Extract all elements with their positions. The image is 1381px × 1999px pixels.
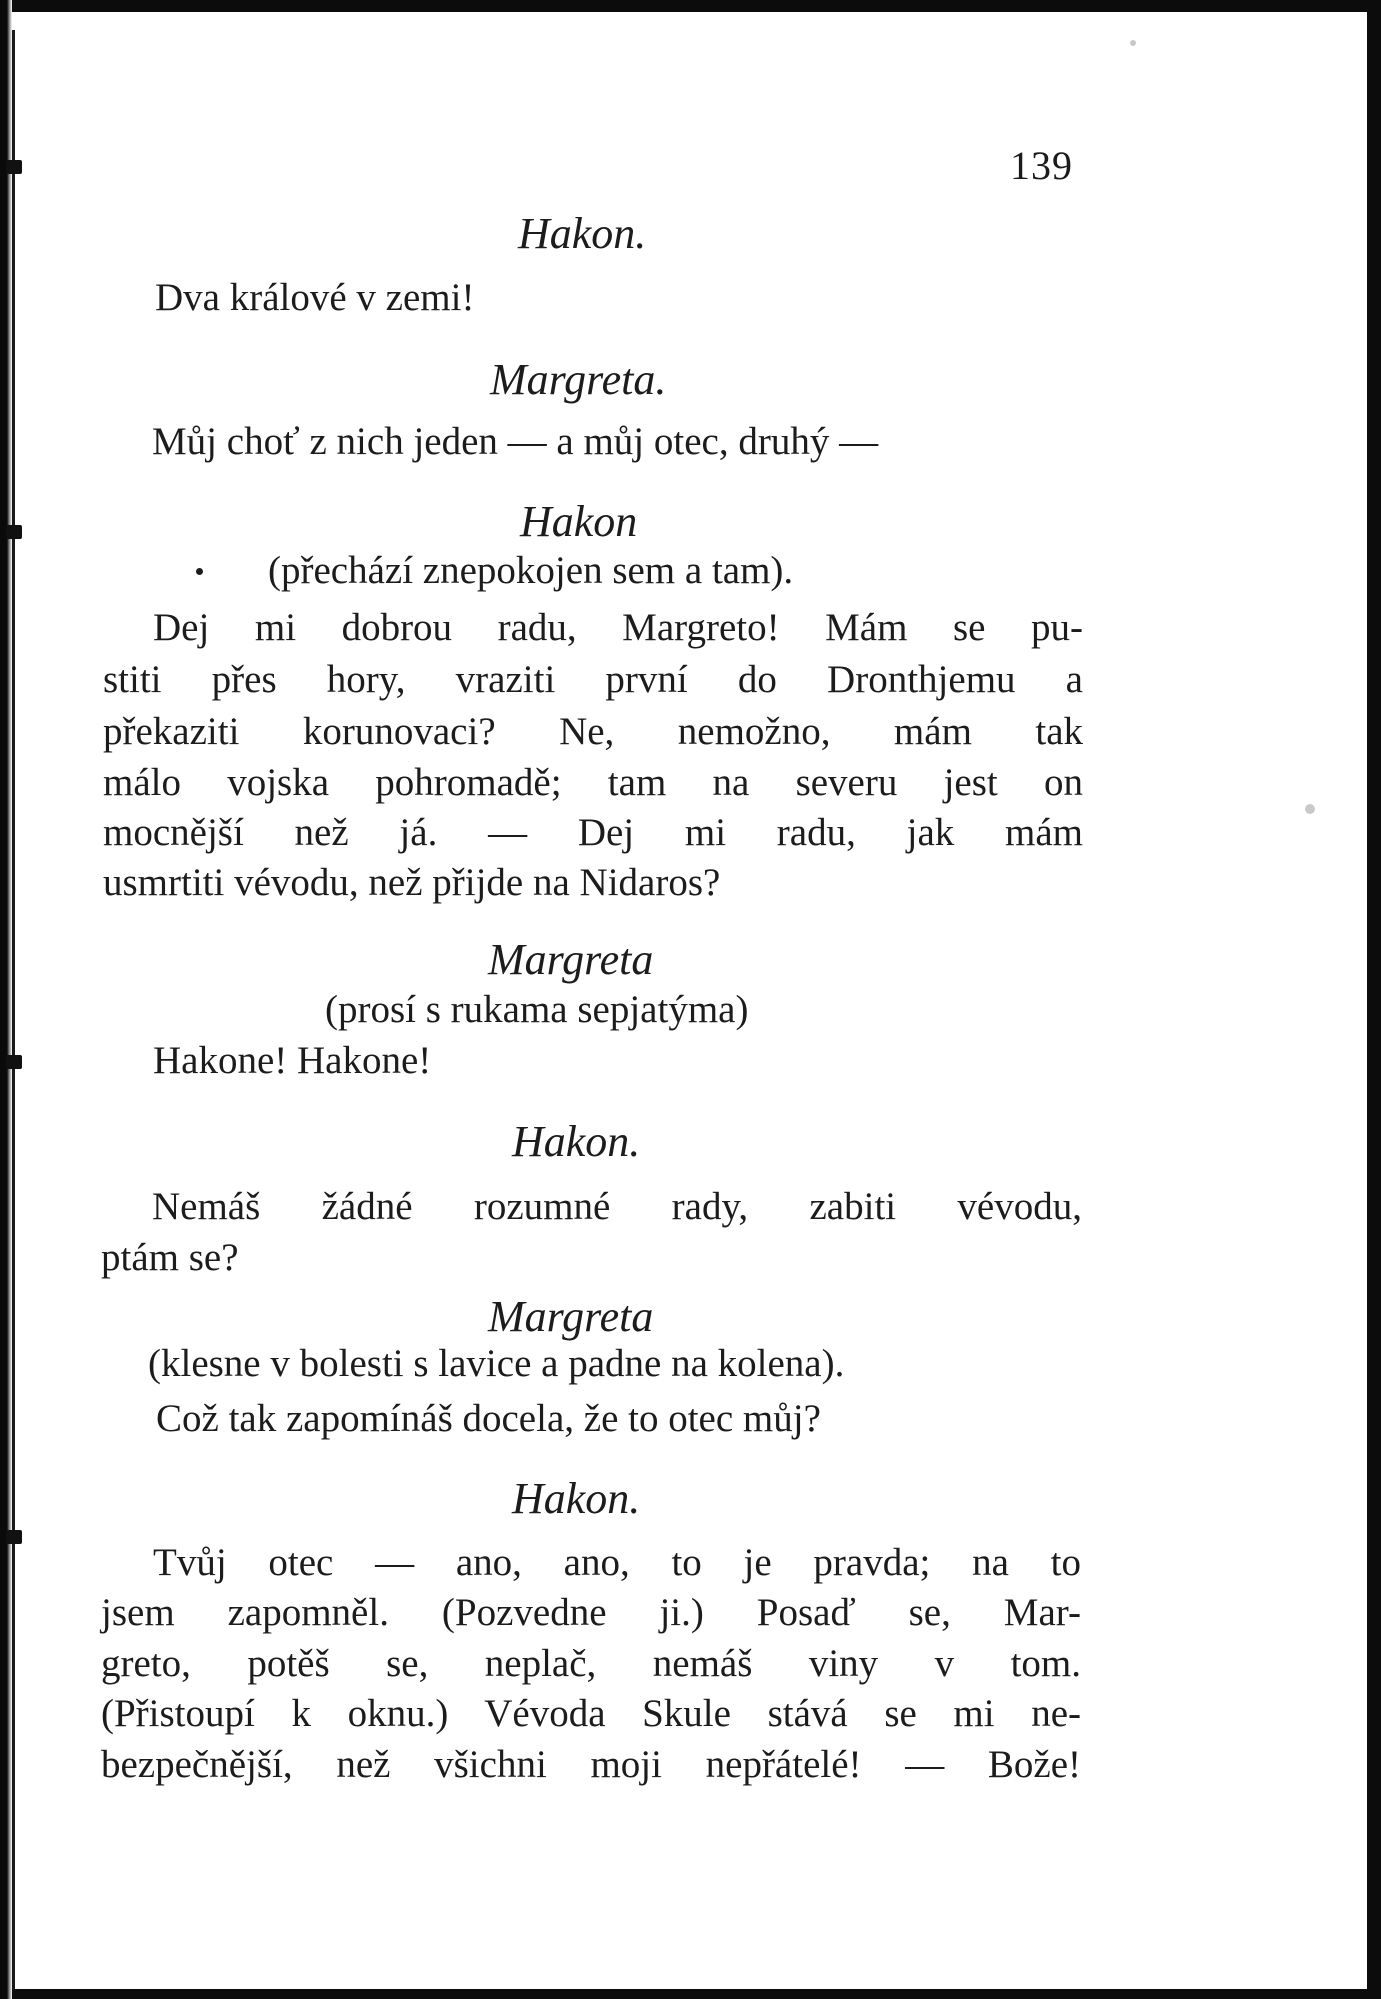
- dialogue-line: jsem zapomněl. (Pozvedne ji.) Posaď se, Mar-: [101, 1591, 1081, 1634]
- binding-mark: [6, 525, 22, 539]
- dialogue-line: Dva králové v zemi!: [155, 276, 475, 319]
- dialogue-line: Dej mi dobrou radu, Margreto! Mám se pu-: [153, 606, 1083, 649]
- dialogue-line: málo vojska pohromadě; tam na severu jest on: [103, 761, 1083, 804]
- dialogue-line: Můj choť z nich jeden — a můj otec, druhý —: [152, 420, 879, 463]
- binding-mark: [6, 160, 22, 174]
- scan-edge-left: [0, 0, 12, 1999]
- speaker-name: Margreta.: [490, 355, 667, 404]
- dialogue-line: greto, potěš se, neplač, nemáš viny v tom.: [101, 1642, 1081, 1685]
- speaker-name: Hakon: [520, 497, 638, 546]
- scan-edge-right: [1367, 0, 1381, 1999]
- dialogue-line: Což tak zapomínáš docela, že to otec můj?: [156, 1397, 821, 1440]
- speaker-name: Hakon.: [518, 209, 647, 258]
- scan-edge-bottom: [0, 1989, 1381, 1999]
- speaker-name: Margreta: [488, 1292, 654, 1341]
- speaker-name: Margreta: [488, 935, 654, 984]
- stage-direction: (prosí s rukama sepjatýma): [325, 988, 749, 1031]
- binding-mark: [6, 1530, 22, 1544]
- binding-gutter: [12, 30, 25, 1990]
- dialogue-line: ptám se?: [101, 1236, 239, 1279]
- dialogue-line: usmrtiti vévodu, než přijde na Nidaros?: [103, 861, 721, 904]
- scan-edge-top: [0, 0, 1381, 12]
- dialogue-line: překaziti korunovaci? Ne, nemožno, mám tak: [103, 710, 1083, 753]
- dialogue-line: Tvůj otec — ano, ano, to je pravda; na to: [153, 1541, 1081, 1584]
- dialogue-line: mocnější než já. — Dej mi radu, jak mám: [103, 811, 1083, 854]
- dialogue-line: Hakone! Hakone!: [153, 1039, 432, 1082]
- dialogue-line: (Přistoupí k oknu.) Vévoda Skule stává se mi ne-: [101, 1692, 1081, 1735]
- dialogue-line: stiti přes hory, vraziti první do Dronthjemu a: [103, 658, 1083, 701]
- scan-speck: [1305, 804, 1315, 814]
- stray-mark: [196, 568, 203, 575]
- speaker-name: Hakon.: [512, 1474, 641, 1523]
- dialogue-line: Nemáš žádné rozumné rady, zabiti vévodu,: [152, 1185, 1082, 1228]
- dialogue-line: bezpečnější, než všichni moji nepřátelé! — Bože!: [101, 1743, 1081, 1786]
- stage-direction: (přechází znepokojen sem a tam).: [268, 549, 794, 592]
- speaker-name: Hakon.: [512, 1117, 641, 1166]
- page-number: 139: [1010, 143, 1073, 188]
- stage-direction: (klesne v bolesti s lavice a padne na kolena).: [148, 1342, 845, 1385]
- binding-mark: [6, 1055, 22, 1069]
- scan-speck: [1130, 40, 1136, 46]
